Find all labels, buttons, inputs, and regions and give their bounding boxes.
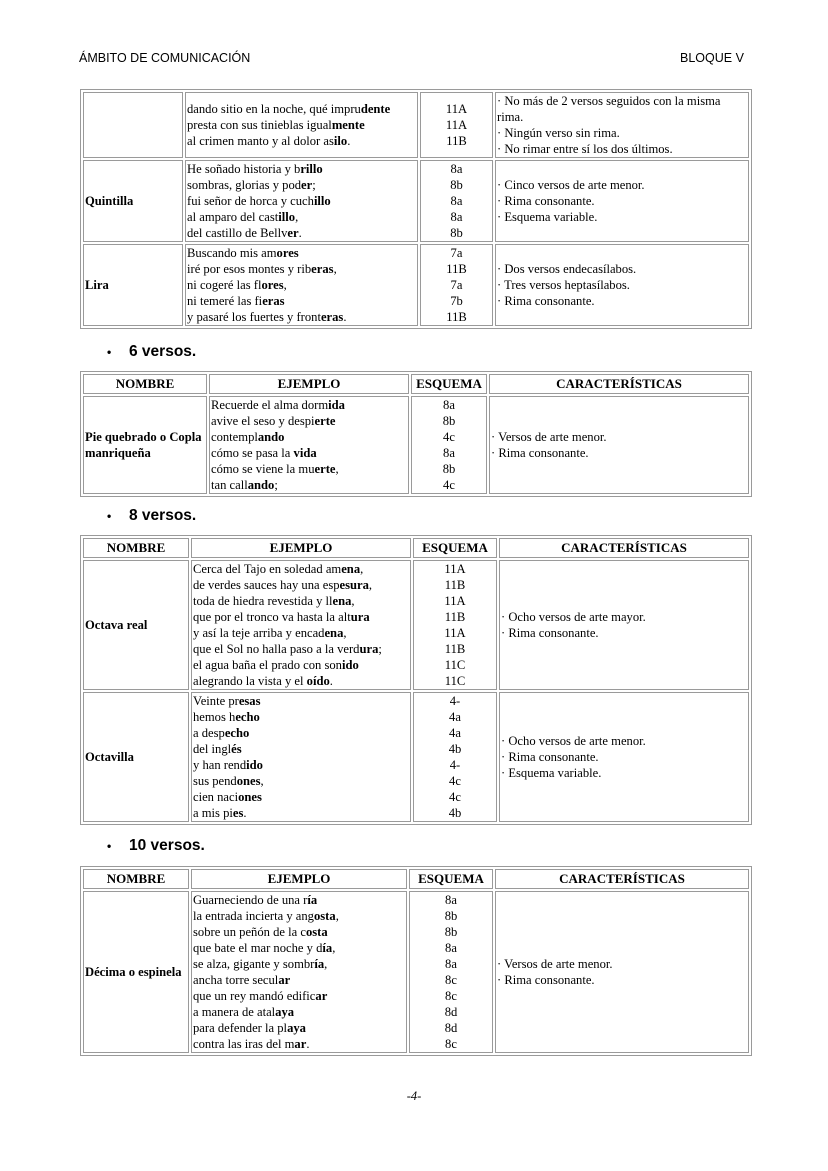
stanza-name xyxy=(83,92,183,158)
rhyme-ending: osta xyxy=(305,925,328,939)
verse-text: a mis pi xyxy=(193,806,233,820)
column-header-caracteristicas: CARACTERÍSTICAS xyxy=(499,538,749,558)
rhyme-ending: erte xyxy=(314,462,336,476)
stanza-features xyxy=(499,560,749,690)
verse-text: dando sitio en la noche, qué impru xyxy=(187,102,361,116)
verse-text: al crimen manto y al dolor as xyxy=(187,134,334,148)
feature-item: · Dos versos endecasílabos. xyxy=(497,262,637,276)
stanza-name: Lira xyxy=(83,244,183,326)
stanza-scheme xyxy=(409,891,493,1053)
verse-text: alegrando la vista y el xyxy=(193,674,307,688)
verse-text: contempl xyxy=(211,430,258,444)
rhyme-ending: echo xyxy=(235,710,260,724)
verse-text: presta con sus tinieblas igual xyxy=(187,118,332,132)
stanza-table-10-versos xyxy=(80,866,752,1056)
verse-text: ni cogeré las fl xyxy=(187,278,262,292)
rhyme-ending: ena xyxy=(324,626,344,640)
verse-line xyxy=(193,593,409,609)
stanza-features xyxy=(495,891,749,1053)
rhyme-ending: oído xyxy=(306,674,330,688)
verse-line xyxy=(211,461,407,477)
verse-line xyxy=(193,789,409,805)
verse-line xyxy=(193,988,405,1004)
scheme-entry: 11B xyxy=(444,642,466,656)
feature-item: · Ningún verso sin rima. xyxy=(497,126,620,140)
scheme-entry: 11A xyxy=(444,626,466,640)
scheme-entry: 8a xyxy=(445,893,457,907)
scheme-entry: 11A xyxy=(444,594,466,608)
scheme-entry: 4- xyxy=(449,758,461,772)
scheme-entry: 11C xyxy=(444,658,466,672)
stanza-name: Décima o espinela xyxy=(83,891,189,1053)
stanza-name: Quintilla xyxy=(83,160,183,242)
scheme-entry: 11C xyxy=(444,674,466,688)
verse-line xyxy=(187,177,416,193)
verse-line xyxy=(193,940,405,956)
stanza-row xyxy=(83,560,749,690)
verse-line xyxy=(193,892,405,908)
verse-line xyxy=(187,161,416,177)
verse-line xyxy=(193,908,405,924)
scheme-entry: 11A xyxy=(444,562,466,576)
verse-text: , xyxy=(333,262,337,276)
header-right-title: BLOQUE V xyxy=(680,51,744,65)
rhyme-ending: echo xyxy=(224,726,250,740)
verse-text: Cerca del Tajo en soledad am xyxy=(193,562,342,576)
verse-text: sobre un peñón de la c xyxy=(193,925,306,939)
scheme-entry: 8a xyxy=(450,210,463,224)
stanza-example xyxy=(185,160,418,242)
verse-text: , xyxy=(332,941,336,955)
page-number: -4- xyxy=(406,1089,422,1103)
verse-text: y han rend xyxy=(193,758,247,772)
stanza-scheme xyxy=(413,560,497,690)
verse-line xyxy=(187,133,416,149)
verse-text: . xyxy=(243,806,247,820)
verse-text: y así la teje arriba y encad xyxy=(193,626,325,640)
verse-line xyxy=(187,261,416,277)
column-header-esquema: ESQUEMA xyxy=(413,538,497,558)
verse-line xyxy=(193,741,409,757)
column-header-esquema: ESQUEMA xyxy=(411,374,487,394)
verse-line xyxy=(193,641,409,657)
verse-text: Recuerde el alma dorm xyxy=(211,398,329,412)
verse-text: de verdes sauces hay una esp xyxy=(193,578,340,592)
feature-item: · Ocho versos de arte mayor. xyxy=(501,610,646,624)
stanza-example xyxy=(191,891,407,1053)
scheme-entry: 11B xyxy=(444,578,466,592)
stanza-example xyxy=(185,92,418,158)
verse-text: cómo se pasa la xyxy=(211,446,294,460)
verse-text: , xyxy=(343,626,347,640)
scheme-entry: 11B xyxy=(444,610,466,624)
verse-line xyxy=(187,277,416,293)
feature-item: · Versos de arte menor. xyxy=(491,430,607,444)
rhyme-ending: ena xyxy=(332,594,352,608)
column-header-nombre: NOMBRE xyxy=(83,538,189,558)
header-left-title: ÁMBITO DE COMUNICACIÓN xyxy=(79,51,251,65)
rhyme-ending: ura xyxy=(359,642,379,656)
verse-text: tan call xyxy=(211,478,248,492)
rhyme-ending: ar xyxy=(315,989,328,1003)
verse-text: ; xyxy=(274,478,278,492)
verse-text: He soñado historia y b xyxy=(187,162,301,176)
scheme-entry: 8a xyxy=(445,957,457,971)
verse-line xyxy=(187,293,416,309)
verse-line xyxy=(193,924,405,940)
stanza-features xyxy=(489,396,749,494)
scheme-entry: 8d xyxy=(444,1021,458,1035)
verse-text: que un rey mandó edific xyxy=(193,989,316,1003)
verse-text: cien naci xyxy=(193,790,239,804)
stanza-table-6-versos xyxy=(80,371,752,497)
column-header-nombre: NOMBRE xyxy=(83,374,207,394)
scheme-entry: 8b xyxy=(450,226,463,240)
verse-text: . xyxy=(306,1037,310,1051)
scheme-entry: 8c xyxy=(445,989,457,1003)
rhyme-ending: ones xyxy=(238,790,262,804)
verse-text: , xyxy=(295,210,299,224)
rhyme-ending: esas xyxy=(238,694,261,708)
stanza-table-continued xyxy=(80,89,752,329)
rhyme-ending: illo xyxy=(278,210,296,224)
scheme-entry: 11B xyxy=(446,134,467,148)
feature-item: · No más de 2 versos seguidos con la misma rima. xyxy=(497,94,721,124)
verse-text: sus pend xyxy=(193,774,237,788)
verse-text: . xyxy=(347,134,351,148)
verse-line xyxy=(193,625,409,641)
stanza-row xyxy=(83,891,749,1053)
rhyme-ending: eras xyxy=(311,262,334,276)
stanza-scheme xyxy=(420,92,493,158)
verse-text: , xyxy=(283,278,287,292)
scheme-entry: 4b xyxy=(448,806,462,820)
feature-item: · Rima consonante. xyxy=(501,626,599,640)
feature-item: · Esquema variable. xyxy=(497,210,598,224)
verse-text: la entrada incierta y ang xyxy=(193,909,314,923)
verse-line xyxy=(193,773,409,789)
verse-line xyxy=(193,657,409,673)
stanza-row xyxy=(83,692,749,822)
verse-line xyxy=(187,101,416,117)
stanza-name: Octava real xyxy=(83,560,189,690)
verse-text: contra las iras del m xyxy=(193,1037,295,1051)
rhyme-ending: ar xyxy=(294,1037,307,1051)
rhyme-ending: aya xyxy=(287,1021,306,1035)
column-header-ejemplo: EJEMPLO xyxy=(191,869,407,889)
rhyme-ending: ido xyxy=(341,658,359,672)
column-header-ejemplo: EJEMPLO xyxy=(191,538,411,558)
verse-text: que por el tronco va hasta la alt xyxy=(193,610,351,624)
scheme-entry: 11B xyxy=(446,262,467,276)
verse-line xyxy=(187,245,416,261)
rhyme-ending: ura xyxy=(350,610,370,624)
feature-item: · No rimar entre sí los dos últimos. xyxy=(497,142,673,156)
verse-text: . xyxy=(343,310,347,324)
verse-line xyxy=(211,477,407,493)
verse-line xyxy=(193,1036,405,1052)
verse-text: y pasaré los fuertes y front xyxy=(187,310,321,324)
verse-text: del ingl xyxy=(193,742,232,756)
verse-line xyxy=(211,413,407,429)
rhyme-ending: osta xyxy=(313,909,336,923)
stanza-features xyxy=(495,244,749,326)
scheme-entry: 7a xyxy=(450,278,463,292)
verse-line xyxy=(193,709,409,725)
scheme-entry: 8c xyxy=(445,1037,457,1051)
verse-text: ; xyxy=(378,642,382,656)
verse-text: que el Sol no halla paso a la verd xyxy=(193,642,360,656)
feature-item: · Rima consonante. xyxy=(497,973,595,987)
rhyme-ending: ilo xyxy=(333,134,348,148)
verse-line xyxy=(187,209,416,225)
verse-text: , xyxy=(335,462,339,476)
verse-text: del castillo de Bellv xyxy=(187,226,288,240)
scheme-entry: 8a xyxy=(450,194,463,208)
scheme-entry: 8b xyxy=(442,414,456,428)
stanza-scheme xyxy=(420,244,493,326)
verse-line xyxy=(193,577,409,593)
rhyme-ending: erte xyxy=(314,414,336,428)
feature-item: · Rima consonante. xyxy=(497,294,595,308)
stanza-example xyxy=(209,396,409,494)
scheme-entry: 8b xyxy=(444,909,458,923)
scheme-entry: 4a xyxy=(449,710,461,724)
rhyme-ending: ar xyxy=(278,973,291,987)
heading-10-versos: • 10 versos. xyxy=(107,837,205,854)
verse-line xyxy=(211,445,407,461)
rhyme-ending: vida xyxy=(293,446,317,460)
stanza-row xyxy=(83,244,749,326)
verse-line xyxy=(193,609,409,625)
stanza-row xyxy=(83,396,749,494)
rhyme-ending: dente xyxy=(360,102,391,116)
verse-line xyxy=(193,1020,405,1036)
feature-item: · Esquema variable. xyxy=(501,766,602,780)
verse-text: , xyxy=(351,594,355,608)
verse-text: al amparo del cast xyxy=(187,210,279,224)
stanza-row xyxy=(83,92,749,158)
scheme-entry: 8a xyxy=(450,162,463,176)
verse-line xyxy=(193,956,405,972)
rhyme-ending: ena xyxy=(341,562,361,576)
verse-text: para defender la pl xyxy=(193,1021,288,1035)
rhyme-ending: es xyxy=(232,806,244,820)
verse-text: , xyxy=(368,578,373,592)
verse-text: fui señor de horca y cuch xyxy=(187,194,314,208)
verse-text: , xyxy=(324,957,328,971)
feature-item: · Rima consonante. xyxy=(501,750,599,764)
rhyme-ending: ido xyxy=(246,758,263,772)
verse-line xyxy=(193,673,409,689)
scheme-entry: 7b xyxy=(450,294,463,308)
scheme-entry: 8a xyxy=(443,446,455,460)
rhyme-ending: illo xyxy=(313,194,331,208)
rhyme-ending: ando xyxy=(247,478,275,492)
scheme-entry: 4c xyxy=(449,774,461,788)
rhyme-ending: eras xyxy=(320,310,344,324)
verse-line xyxy=(211,397,407,413)
verse-line xyxy=(193,1004,405,1020)
stanza-features xyxy=(495,92,749,158)
verse-text: el agua baña el prado con son xyxy=(193,658,342,672)
stanza-example xyxy=(191,692,411,822)
rhyme-ending: ores xyxy=(261,278,284,292)
verse-text: se alza, gigante y sombr xyxy=(193,957,315,971)
rhyme-ending: er xyxy=(287,226,299,240)
verse-text: toda de hiedra revestida y ll xyxy=(193,594,333,608)
feature-item: · Rima consonante. xyxy=(497,194,595,208)
verse-text: , xyxy=(335,909,339,923)
feature-item: · Versos de arte menor. xyxy=(497,957,613,971)
verse-line xyxy=(187,309,416,325)
column-header-nombre: NOMBRE xyxy=(83,869,189,889)
heading-6-versos: • 6 versos. xyxy=(107,343,197,360)
rhyme-ending: és xyxy=(231,742,242,756)
verse-text: , xyxy=(360,562,364,576)
rhyme-ending: rillo xyxy=(300,162,323,176)
rhyme-ending: mente xyxy=(331,118,365,132)
verse-line xyxy=(193,757,409,773)
scheme-entry: 11B xyxy=(446,310,467,324)
verse-text: cómo se viene la mu xyxy=(211,462,315,476)
scheme-entry: 8b xyxy=(442,462,456,476)
rhyme-ending: ando xyxy=(257,430,285,444)
feature-item: · Rima consonante. xyxy=(491,446,589,460)
stanza-features xyxy=(499,692,749,822)
column-header-esquema: ESQUEMA xyxy=(409,869,493,889)
scheme-entry: 8b xyxy=(450,178,463,192)
heading-8-versos: • 8 versos. xyxy=(107,507,197,524)
rhyme-ending: ones xyxy=(236,774,261,788)
scheme-entry: 8a xyxy=(445,941,457,955)
verse-text: sombras, glorias y pod xyxy=(187,178,302,192)
scheme-entry: 8a xyxy=(443,398,455,412)
feature-item: · Tres versos heptasílabos. xyxy=(497,278,630,292)
scheme-entry: 4c xyxy=(443,478,455,492)
verse-text: ancha torre secul xyxy=(193,973,279,987)
column-header-ejemplo: EJEMPLO xyxy=(209,374,409,394)
column-header-caracteristicas: CARACTERÍSTICAS xyxy=(495,869,749,889)
stanza-example xyxy=(191,560,411,690)
verse-text: avive el seso y despi xyxy=(211,414,315,428)
stanza-features xyxy=(495,160,749,242)
scheme-entry: 4c xyxy=(443,430,455,444)
verse-text: hemos h xyxy=(193,710,236,724)
scheme-entry: 11A xyxy=(445,102,468,116)
feature-item: · Cinco versos de arte menor. xyxy=(497,178,645,192)
verse-text: que bate el mar noche y d xyxy=(193,941,323,955)
rhyme-ending: ida xyxy=(328,398,345,412)
verse-text: iré por esos montes y rib xyxy=(187,262,312,276)
rhyme-ending: ía xyxy=(314,957,325,971)
stanza-scheme xyxy=(411,396,487,494)
stanza-table-8-versos xyxy=(80,535,752,825)
rhyme-ending: aya xyxy=(275,1005,295,1019)
verse-line xyxy=(193,972,405,988)
rhyme-ending: er xyxy=(301,178,313,192)
rhyme-ending: eras xyxy=(262,294,285,308)
verse-text: . xyxy=(329,674,333,688)
verse-text: Buscando mis am xyxy=(187,246,277,260)
verse-line xyxy=(187,117,416,133)
scheme-entry: 7a xyxy=(450,246,463,260)
verse-line xyxy=(193,693,409,709)
verse-line xyxy=(193,805,409,821)
stanza-row xyxy=(83,160,749,242)
scheme-entry: 8d xyxy=(444,1005,458,1019)
rhyme-ending: ores xyxy=(276,246,299,260)
stanza-scheme xyxy=(413,692,497,822)
scheme-entry: 4- xyxy=(449,694,461,708)
feature-item: · Ocho versos de arte menor. xyxy=(501,734,646,748)
verse-line xyxy=(187,193,416,209)
rhyme-ending: esura xyxy=(339,578,369,592)
verse-line xyxy=(187,225,416,241)
verse-text: . xyxy=(298,226,302,240)
column-header-caracteristicas: CARACTERÍSTICAS xyxy=(489,374,749,394)
rhyme-ending: ía xyxy=(322,941,333,955)
verse-line xyxy=(211,429,407,445)
verse-line xyxy=(193,725,409,741)
stanza-name: Pie quebrado o Copla manriqueña xyxy=(83,396,207,494)
scheme-entry: 4c xyxy=(449,790,461,804)
scheme-entry: 8c xyxy=(445,973,457,987)
verse-text: , xyxy=(260,774,264,788)
scheme-entry: 11A xyxy=(445,118,468,132)
stanza-name: Octavilla xyxy=(83,692,189,822)
scheme-entry: 4b xyxy=(448,742,462,756)
verse-line xyxy=(193,561,409,577)
verse-text: a manera de atal xyxy=(193,1005,276,1019)
verse-text: Veinte pr xyxy=(193,694,239,708)
verse-text: ni temeré las fi xyxy=(187,294,263,308)
verse-text: ; xyxy=(312,178,316,192)
scheme-entry: 4a xyxy=(449,726,461,740)
stanza-example xyxy=(185,244,418,326)
verse-text: Guarneciendo de una r xyxy=(193,893,308,907)
rhyme-ending: ía xyxy=(307,893,318,907)
verse-text: a desp xyxy=(193,726,225,740)
scheme-entry: 8b xyxy=(444,925,458,939)
stanza-scheme xyxy=(420,160,493,242)
